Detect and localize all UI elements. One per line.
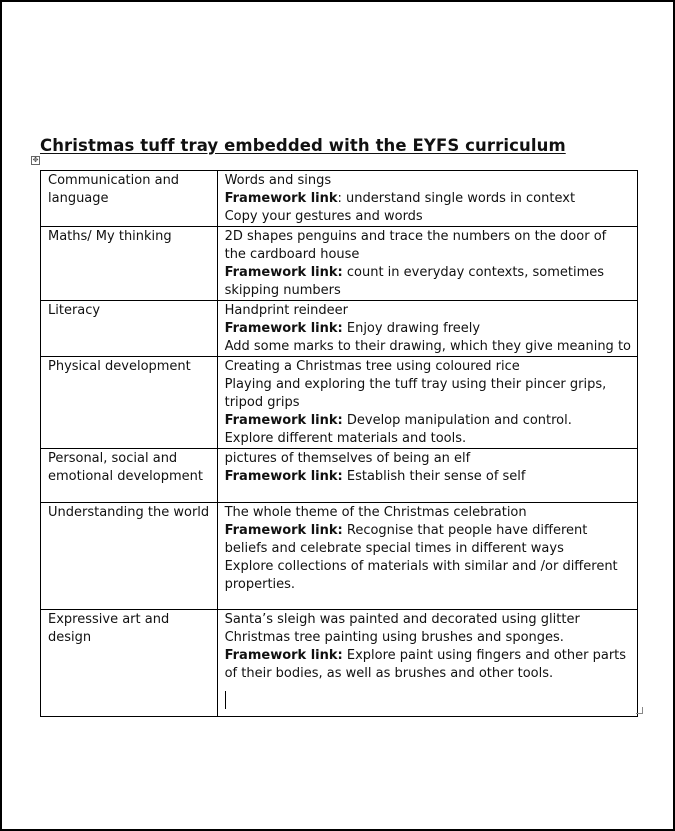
framework-link-text: Develop manipulation and control. [342,413,572,428]
framework-line [225,468,631,486]
framework-link-text: Establish their sense of self [342,469,526,484]
table-resize-handle-icon[interactable] [636,707,643,714]
table-row [41,301,638,357]
activity-line: Creating a Christmas tree using coloured rice [224,359,520,374]
framework-link-label: Framework link: [224,265,343,280]
activity-line: Playing and exploring the tuff tray using their pincer grips, tripod grips [224,377,607,410]
area-label: Physical development [48,359,191,374]
area-label: Communication and language [48,173,180,206]
framework-line [225,522,631,558]
table-move-handle-icon[interactable]: ✥ [32,156,39,164]
table-row [41,171,638,227]
activity-cell[interactable] [217,503,637,610]
table-row [41,357,638,449]
activity-line: Handprint reindeer [224,303,349,318]
table-row [41,449,638,503]
curriculum-table [40,170,638,717]
framework-link-label: Framework link: [224,648,343,663]
table-row [41,227,638,301]
area-label: Expressive art and design [48,612,170,645]
text-cursor [225,691,226,709]
framework-line [225,320,631,338]
framework-link-label: Framework link [224,191,338,206]
area-cell[interactable] [41,227,218,301]
framework-line [225,412,631,430]
area-label: Literacy [48,303,101,318]
activity-cell[interactable] [217,227,637,301]
text-cursor-line[interactable] [225,691,631,709]
activity-cell[interactable] [217,610,637,717]
area-label: Maths/ My thinking [48,229,172,244]
activity-line: Santa’s sleigh was painted and decorated using glitter [224,612,580,627]
framework-link-text: count in everyday contexts, sometimes skipping numbers [224,265,604,298]
framework-line [225,190,631,208]
activity-cell[interactable] [217,357,637,449]
framework-link-text: : understand single words in context [337,191,576,206]
framework-link-text: Recognise that people have different beliefs and celebrate special times in different ways [224,523,588,556]
framework-line [225,264,631,300]
area-label: Personal, social and emotional development [48,451,203,484]
area-cell[interactable] [41,503,218,610]
activity-line: Copy your gestures and words [224,209,423,224]
activity-line: Add some marks to their drawing, which they give meaning to [224,339,631,354]
activity-cell[interactable] [217,301,637,357]
activity-line: Explore different materials and tools. [224,431,467,446]
framework-line [225,647,631,683]
activity-line: The whole theme of the Christmas celebration [224,505,527,520]
activity-line: pictures of themselves of being an elf [224,451,471,466]
document-title[interactable]: Christmas tuff tray embedded with the EYFS curriculum [40,136,566,155]
framework-link-text: Explore paint using fingers and other parts of their bodies, as well as brushes and other tools. [224,648,627,681]
activity-line: 2D shapes penguins and trace the numbers on the door of the cardboard house [224,229,607,262]
activity-line: Explore collections of materials with similar and /or different properties. [224,559,618,592]
framework-link-label: Framework link: [224,523,343,538]
area-cell[interactable] [41,301,218,357]
activity-cell[interactable] [217,171,637,227]
framework-link-label: Framework link: [224,469,343,484]
framework-link-label: Framework link: [224,413,343,428]
activity-line: Words and sings [224,173,332,188]
framework-link-text: Enjoy drawing freely [342,321,481,336]
activity-line: Christmas tree painting using brushes and sponges. [224,630,564,645]
area-cell[interactable] [41,357,218,449]
area-cell[interactable] [41,610,218,717]
activity-cell[interactable] [217,449,637,503]
framework-link-label: Framework link: [224,321,343,336]
area-label: Understanding the world [48,505,210,520]
table-row [41,503,638,610]
area-cell[interactable] [41,171,218,227]
table-row [41,610,638,717]
area-cell[interactable] [41,449,218,503]
